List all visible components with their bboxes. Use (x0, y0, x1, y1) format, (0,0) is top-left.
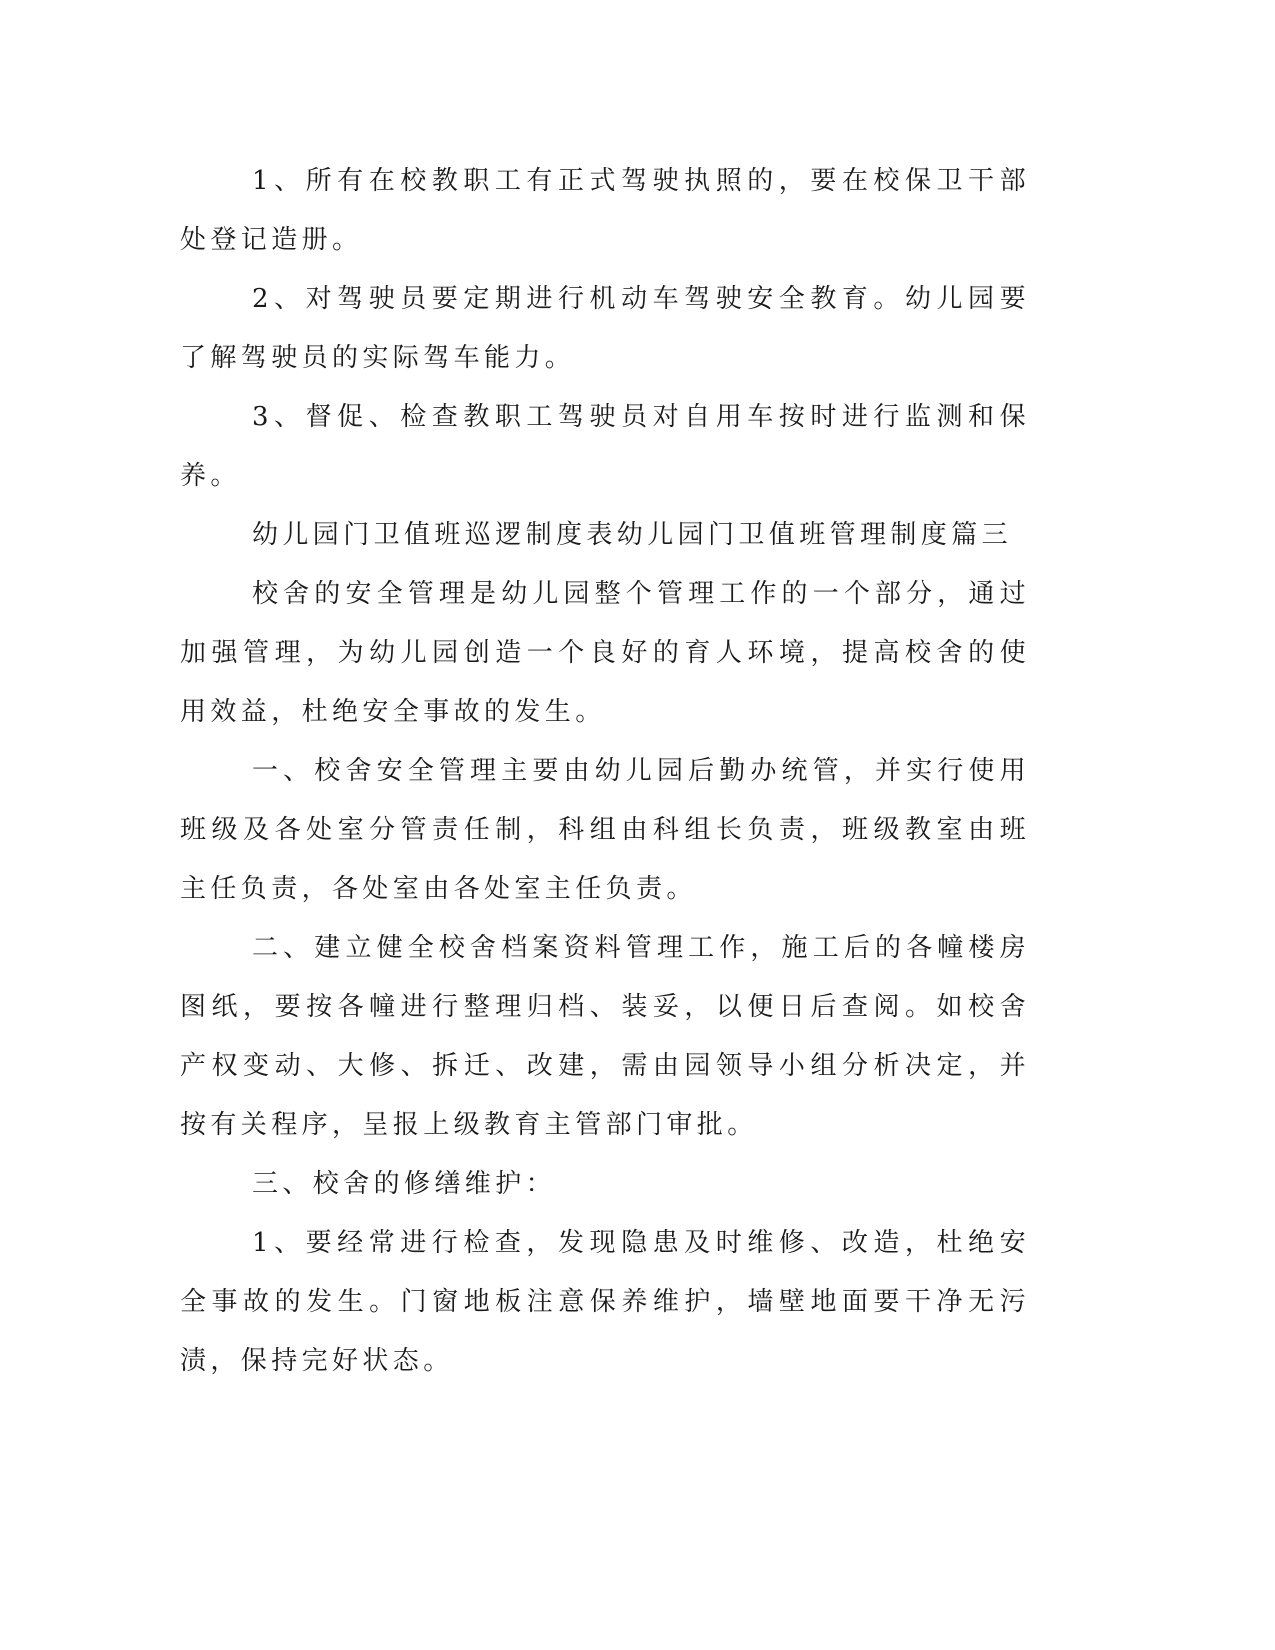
document-page (180, 152, 1030, 1391)
paragraph-intro: 校舍的安全管理是幼儿园整个管理工作的一个部分，通过加强管理，为幼儿园创造一个良好的育人环境，提高校舍的使用效益，杜绝安全事故的发生。 (180, 579, 1030, 727)
paragraph-driver-registration: 1、所有在校教职工有正式驾驶执照的，要在校保卫干部处登记造册。 (180, 166, 1030, 255)
paragraph-item-two: 二、建立健全校舍档案资料管理工作，施工后的各幢楼房图纸，要按各幢进行整理归档、装妥，以便日后查阅。如校舍产权变动、大修、拆迁、改建，需由园领导小组分析决定，并按有关程序，呈报上级教育主管部门审批。 (180, 933, 1030, 1140)
paragraph-item-one: 一、校舍安全管理主要由幼儿园后勤办统管，并实行使用班级及各处室分管责任制，科组由科组长负责，班级教室由班主任负责，各处室由各处室主任负责。 (180, 756, 1030, 904)
paragraph-vehicle-maintenance: 3、督促、检查教职工驾驶员对自用车按时进行监测和保养。 (180, 402, 1030, 491)
paragraph-driver-education: 2、对驾驶员要定期进行机动车驾驶安全教育。幼儿园要了解驾驶员的实际驾车能力。 (180, 284, 1030, 373)
section-heading: 幼儿园门卫值班巡逻制度表幼儿园门卫值班管理制度篇三 (252, 520, 1013, 550)
paragraph-repair-inspection: 1、要经常进行检查，发现隐患及时维修、改造，杜绝安全事故的发生。门窗地板注意保养维护，墙壁地面要干净无污渍，保持完好状态。 (180, 1228, 1030, 1376)
paragraph-item-three-heading: 三、校舍的修缮维护： (252, 1169, 557, 1199)
